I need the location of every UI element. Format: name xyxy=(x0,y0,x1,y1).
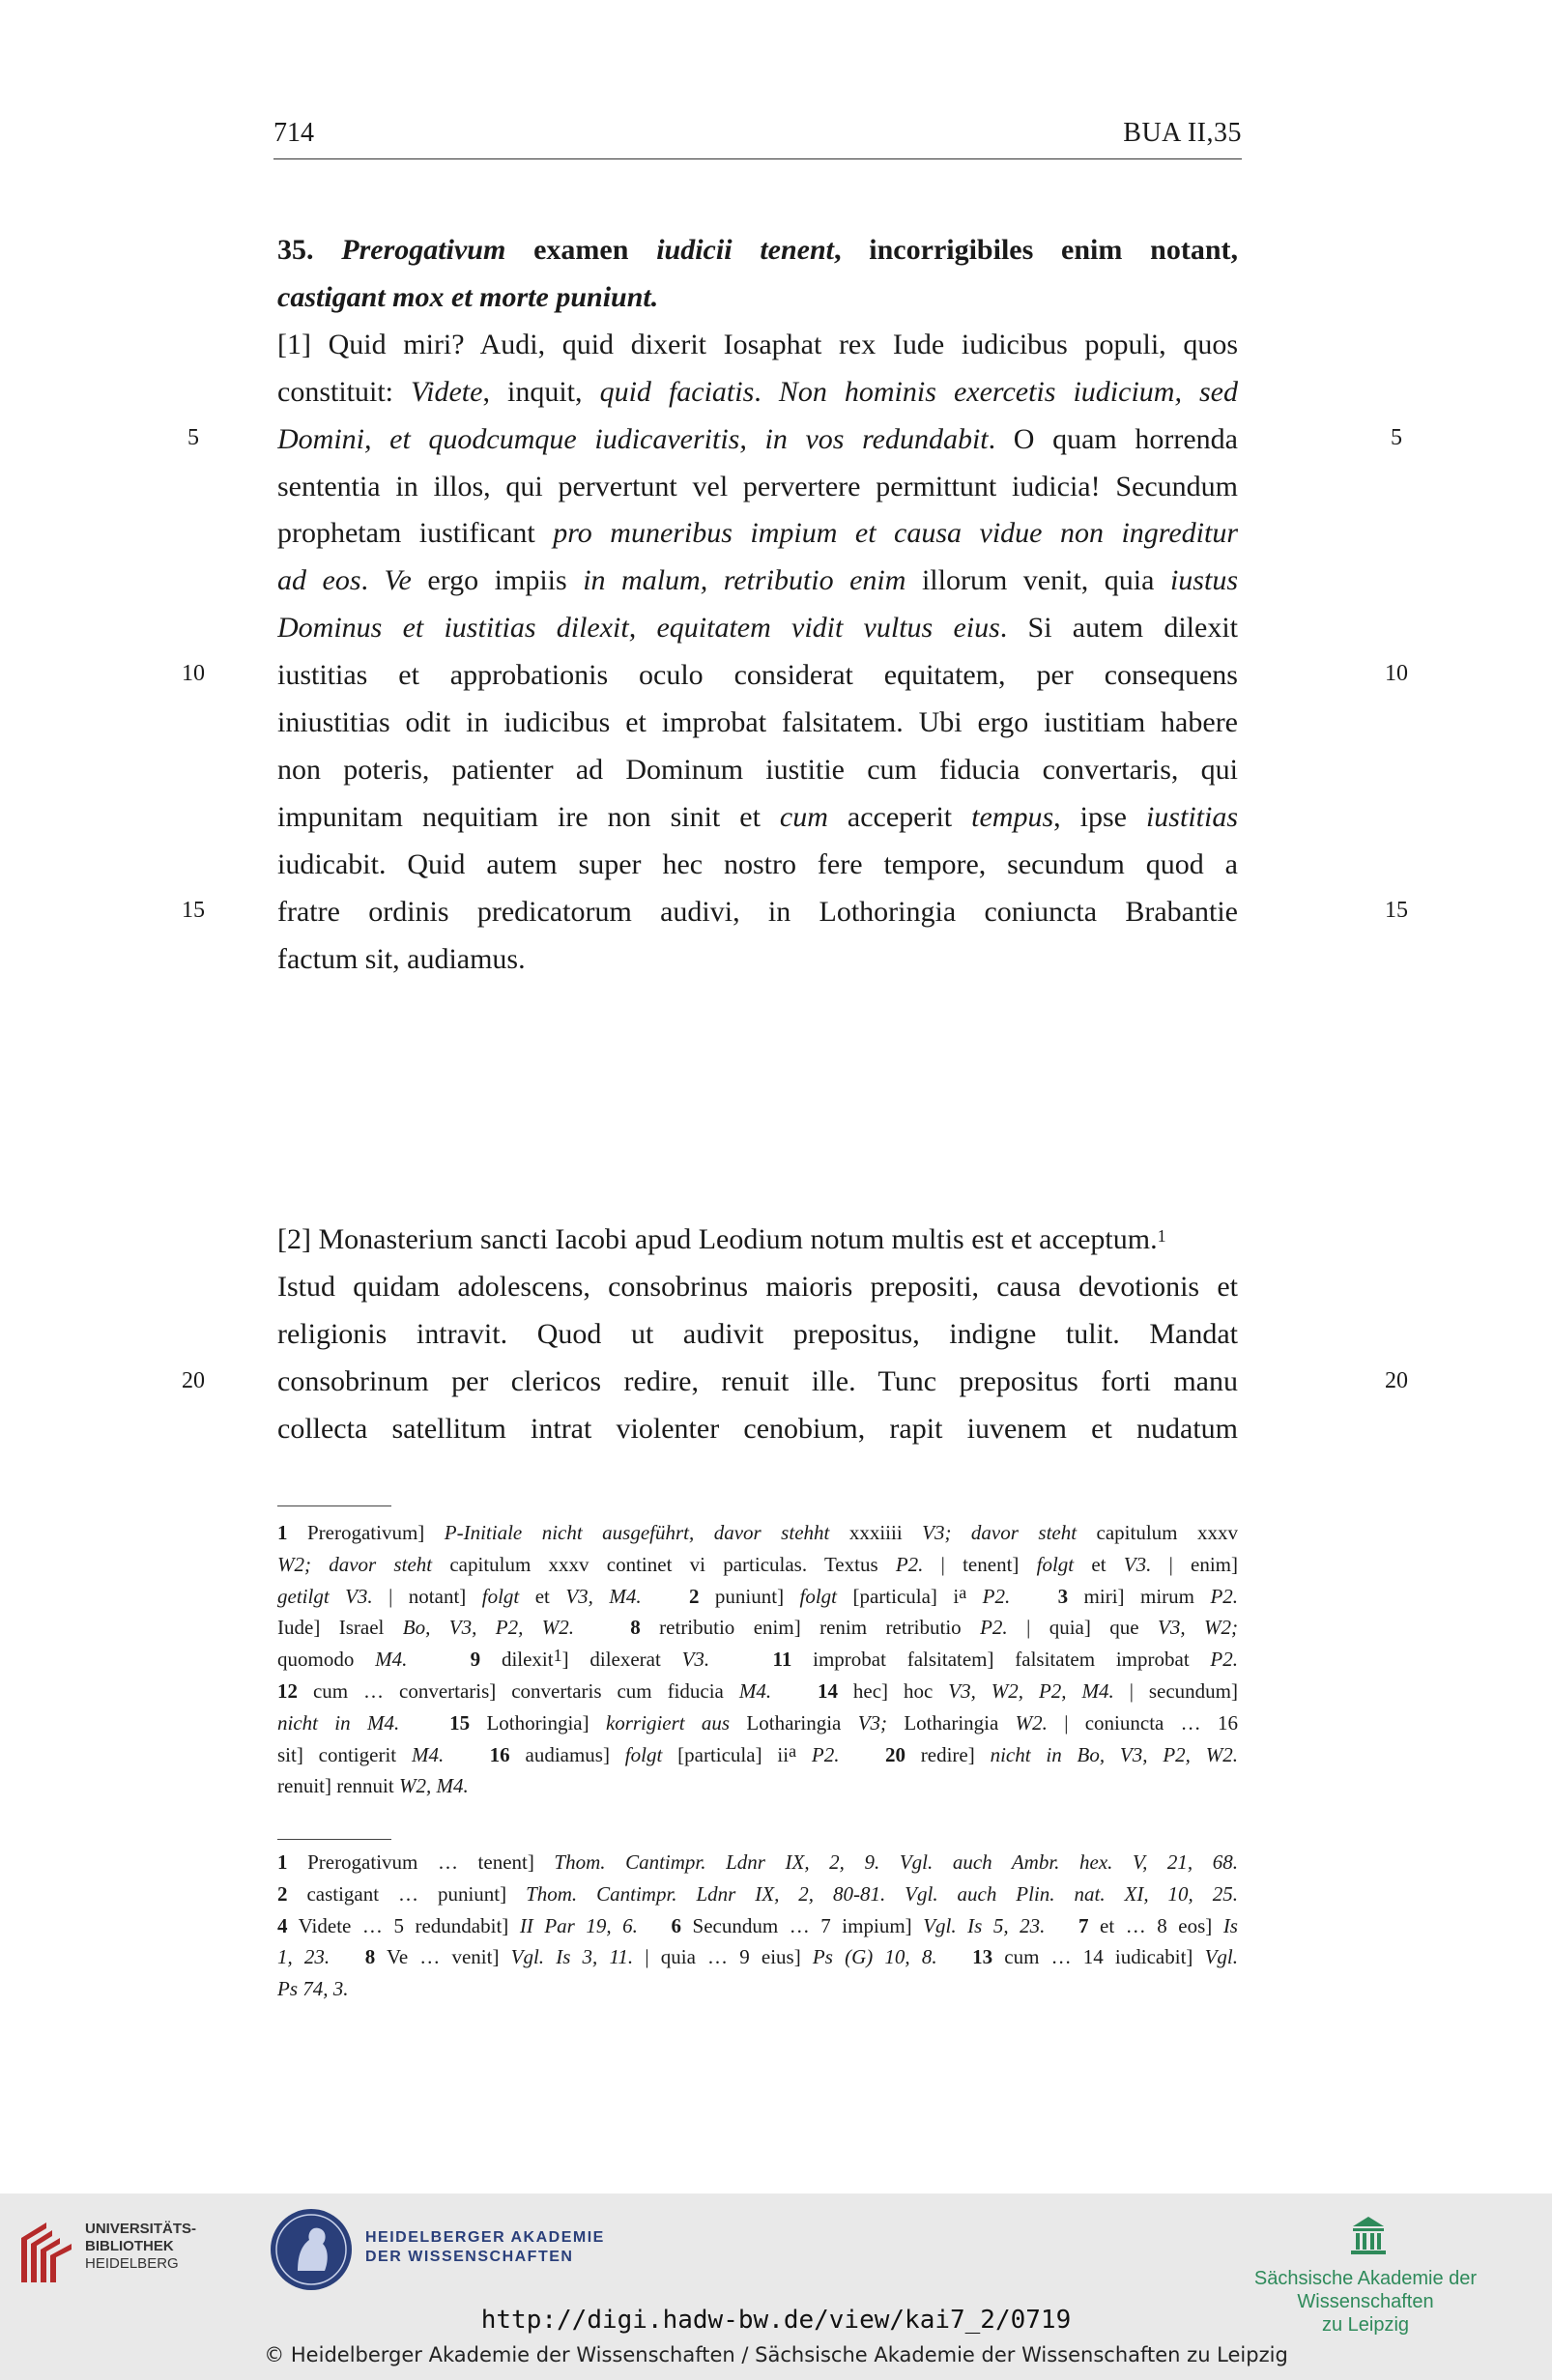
critical-apparatus xyxy=(277,1517,1238,1802)
text-line: prophetam iustificant pro muneribus impium et causa vidue non ingreditur xyxy=(277,517,1238,550)
copyright-notice: © Heidelberger Akademie der Wissenschaften / Sächsische Akademie der Wissenschaften zu Leipzig xyxy=(264,2343,1288,2366)
academy-name: HEIDELBERGER AKADEMIE DER WISSENSCHAFTEN xyxy=(365,2229,605,2265)
text-line: Domini, et quodcumque iudicaveritis, in vos redundabit. O quam horrenda xyxy=(277,422,1238,455)
sources-apparatus xyxy=(277,1847,1238,2005)
text-line: iniustitias odit in iudicibus et improbat falsitatem. Ubi ergo iustitiam habere xyxy=(277,706,1238,739)
text-line: fratre ordinis predicatorum audivi, in Lothoringia coniuncta Brabantie xyxy=(277,895,1238,928)
text-line: Istud quidam adolescens, consobrinus maioris prepositi, causa devotionis et xyxy=(277,1270,1238,1303)
saxon-academy-building-icon[interactable] xyxy=(1349,2213,1388,2255)
line-number-left: 20 xyxy=(182,1368,205,1393)
text-line: [2] Monasterium sancti Iacobi apud Leodium notum multis est et acceptum.$^1$ xyxy=(277,1223,1166,1255)
text-line: iustitias et approbationis oculo considerat equitatem, per consequens xyxy=(277,659,1238,692)
page-number: 714 xyxy=(273,118,314,148)
text-line: iudicabit. Quid autem super hec nostro fere tempore, secundum quod a xyxy=(277,847,1238,880)
source-line: Ps 74, 3. xyxy=(277,1977,349,2001)
text-line: consobrinum per clericos redire, renuit ille. Tunc prepositus forti manu xyxy=(277,1364,1238,1397)
apparatus-line: renuit] rennuit W2, M4. xyxy=(277,1774,469,1798)
chapter-title-line-2: castigant mox et morte puniunt. xyxy=(277,280,659,313)
source-line: 2 castigant … puniunt] Thom. Cantimpr. Ldnr IX, 2, 80-81. Vgl. auch Plin. nat. XI, 10, 25. xyxy=(277,1881,1238,1906)
main-text-block-1 xyxy=(277,227,1238,984)
apparatus-line: getilgt V3. | notant] folgt et V3, M4. 2 puniunt] folgt [particula] $i^a$ P2. 3 miri] mirum P2. xyxy=(277,1582,1238,1608)
permalink-url[interactable]: http://digi.hadw-bw.de/view/kai7_2/0719 xyxy=(480,2306,1072,2335)
university-library-logo-icon[interactable] xyxy=(17,2209,75,2286)
text-line: constituit: Videte, inquit, quid faciatis. Non hominis exercetis iudicium, sed xyxy=(277,375,1238,408)
text-line: sententia in illos, qui pervertunt vel pervertere permittunt iudicia! Secundum xyxy=(277,470,1238,502)
line-number-right: 10 xyxy=(1385,661,1408,686)
footnote-marker: 1 xyxy=(1157,1226,1166,1246)
saxon-academy-name: Sächsische Akademie der Wissenschaften zu Leipzig xyxy=(1253,2268,1478,2336)
apparatus-line: nicht in M4. 15 Lothoringia] korrigiert aus Lotharingia V3; Lotharingia W2. | coniuncta … 16 xyxy=(277,1710,1238,1735)
text-line: ad eos. Ve ergo impiis in malum, retributio enim illorum venit, quia iustus xyxy=(277,564,1238,597)
running-reference: BUA II,35 xyxy=(1123,118,1242,148)
university-library-name: UNIVERSITÄTS- BIBLIOTHEK HEIDELBERG xyxy=(85,2221,197,2272)
running-header xyxy=(273,118,1242,159)
source-line: 1 Prerogativum … tenent] Thom. Cantimpr. Ldnr IX, 2, 9. Vgl. auch Ambr. hex. V, 21, 68. xyxy=(277,1850,1238,1874)
text-line: non poteris, patienter ad Dominum iustitie cum fiducia convertaris, qui xyxy=(277,753,1238,786)
text-line: religionis intravit. Quod ut audivit prepositus, indigne tulit. Mandat xyxy=(277,1317,1238,1350)
line-number-right: 15 xyxy=(1385,898,1408,923)
apparatus-line: W2; davor steht capitulum xxxv continet vi particulas. Textus P2. | tenent] folgt et V3. | enim] xyxy=(277,1552,1238,1576)
academy-seal-icon[interactable] xyxy=(269,2207,354,2292)
apparatus-line: 12 cum … convertaris] convertaris cum fiducia M4. 14 hec] hoc V3, W2, P2, M4. | secundum] xyxy=(277,1678,1238,1703)
apparatus-line: sit] contigerit M4. 16 audiamus] folgt [particula] $ii^a$ P2. 20 redire] nicht in Bo, V3, P2, W2. xyxy=(277,1740,1238,1766)
line-number-right: 20 xyxy=(1385,1368,1408,1393)
apparatus-line: 1 Prerogativum] P-Initiale nicht ausgeführt, davor stehht xxxiiii V3; davor steht capitulum xxxv xyxy=(277,1521,1238,1544)
apparatus-line: quomodo M4. 9 dilexit$^1$] dilexerat V3. 11 improbat falsitatem] falsitatem improbat P2. xyxy=(277,1646,1238,1672)
line-number-left: 5 xyxy=(187,425,199,450)
chapter-title-line-1: 35. Prerogativum examen iudicii tenent, incorrigibiles enim notant, xyxy=(277,234,1238,266)
source-line: 1, 23. 8 Ve … venit] Vgl. Is 3, 11. | quia … 9 eius] Ps (G) 10, 8. 13 cum … 14 iudicabit] Vgl. xyxy=(277,1945,1238,1969)
sources-divider xyxy=(277,1839,391,1840)
apparatus-divider xyxy=(277,1505,391,1506)
digitization-footer xyxy=(0,2194,1552,2380)
apparatus-line: Iude] Israel Bo, V3, P2, W2. 8 retributio enim] renim retributio P2. | quia] que V3, W2; xyxy=(277,1616,1238,1640)
source-line: 4 Videte … 5 redundabit] II Par 19, 6. 6 Secundum … 7 impium] Vgl. Is 5, 23. 7 et … 8 eos] Is xyxy=(277,1913,1238,1937)
text-line: [1] Quid miri? Audi, quid dixerit Iosaphat rex Iude iudicibus populi, quos xyxy=(277,328,1238,360)
main-text-block-2 xyxy=(277,1217,1238,1453)
text-line: collecta satellitum intrat violenter cenobium, rapit iuvenem et nudatum xyxy=(277,1412,1238,1445)
chapter-number: 35. xyxy=(277,234,314,266)
line-number-left: 10 xyxy=(182,661,205,686)
line-number-right: 5 xyxy=(1391,425,1402,450)
text-line: impunitam nequitiam ire non sinit et cum acceperit tempus, ipse iustitias xyxy=(277,800,1238,833)
line-number-left: 15 xyxy=(182,898,205,923)
text-line: factum sit, audiamus. xyxy=(277,942,526,975)
text-line: Dominus et iustitias dilexit, equitatem vidit vultus eius. Si autem dilexit xyxy=(277,612,1238,645)
